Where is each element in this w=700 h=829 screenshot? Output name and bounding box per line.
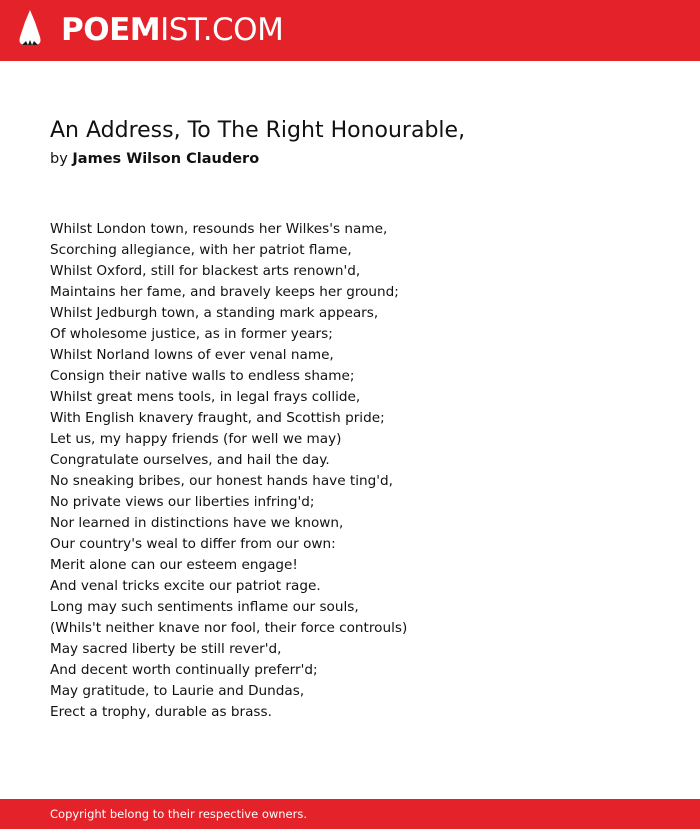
poem-line: Maintains her fame, and bravely keeps her ground;: [50, 284, 399, 300]
poem-line: Whilst Jedburgh town, a standing mark appears,: [50, 305, 379, 321]
pen-nib-icon[interactable]: [18, 10, 42, 50]
poem-line: No private views our liberties infring'd;: [50, 494, 315, 510]
poem-line: Whilst great mens tools, in legal frays collide,: [50, 389, 361, 405]
poem-line: Of wholesome justice, as in former years;: [50, 326, 333, 342]
poem-line: Nor learned in distinctions have we known,: [50, 515, 344, 531]
poem-line: No sneaking bribes, our honest hands have ting'd,: [50, 473, 393, 489]
poem-line: Whilst London town, resounds her Wilkes's name,: [50, 221, 388, 237]
poem-line: Let us, my happy friends (for well we may): [50, 431, 342, 447]
poem-line: May gratitude, to Laurie and Dundas,: [50, 683, 305, 699]
poem-line: Whilst Oxford, still for blackest arts renown'd,: [50, 263, 361, 279]
poem-line: Consign their native walls to endless shame;: [50, 368, 355, 384]
brand-name-domain: IST.COM: [160, 12, 284, 48]
poem-line: (Whils't neither knave nor fool, their force controuls): [50, 620, 408, 636]
poem-line: Congratulate ourselves, and hail the day.: [50, 452, 330, 468]
header-bar: [0, 0, 700, 61]
brand-logo[interactable]: [61, 12, 283, 48]
poem-line: Merit alone can our esteem engage!: [50, 557, 298, 573]
poem-line: Long may such sentiments inflame our souls,: [50, 599, 359, 615]
poem-line: Scorching allegiance, with her patriot flame,: [50, 242, 352, 258]
poem-body: [50, 219, 670, 723]
author-name: James Wilson Claudero: [72, 151, 260, 167]
byline: [50, 149, 259, 169]
poem-line: And venal tricks excite our patriot rage.: [50, 578, 321, 594]
poem-line: Our country's weal to differ from our own:: [50, 536, 336, 552]
brand-name-bold: POEM: [61, 12, 161, 48]
by-label: by: [50, 151, 68, 167]
poem-line: Erect a trophy, durable as brass.: [50, 704, 272, 720]
poem-title: An Address, To The Right Honourable,: [50, 118, 466, 143]
footer-bar: [0, 799, 700, 829]
poem-line: Whilst Norland lowns of ever venal name,: [50, 347, 334, 363]
copyright-text: Copyright belong to their respective owners.: [50, 807, 308, 821]
poem-line: May sacred liberty be still rever'd,: [50, 641, 282, 657]
poem-line: And decent worth continually preferr'd;: [50, 662, 318, 678]
poem-line: With English knavery fraught, and Scottish pride;: [50, 410, 385, 426]
